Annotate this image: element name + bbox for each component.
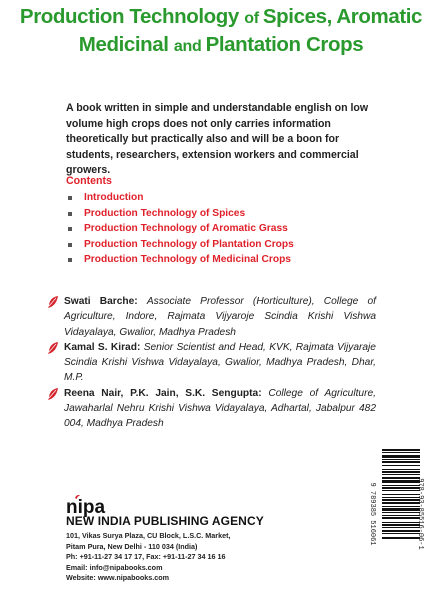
- title-part: Production Technology: [19, 5, 245, 28]
- contents-item-label: Production Technology of Aromatic Grass: [84, 223, 288, 234]
- contents-heading: Contents: [66, 175, 112, 187]
- contents-item-label: Production Technology of Medicinal Crops: [84, 254, 291, 265]
- bullet-icon: [68, 243, 72, 247]
- author-affiliation: College of Agriculture, Jawaharlal Nehru Krishi Vishwa Vidayalaya, Adhartal, Jabalpur 482 004, Madhya Pradesh: [64, 387, 376, 430]
- contents-item-label: Production Technology of Spices: [84, 207, 246, 219]
- author-entry: [46, 386, 376, 432]
- author-name: Reena Nair, P.K. Jain, S.K. Sengupta:: [64, 387, 262, 399]
- contents-item: [66, 190, 294, 206]
- title-part: Spices, Aromatic: [262, 5, 423, 28]
- address-line: Email: info@nipabooks.com: [66, 562, 163, 572]
- contents-item: [66, 206, 294, 222]
- bullet-icon: [68, 258, 72, 262]
- title-part: of: [244, 10, 263, 27]
- publisher-name: NEW INDIA PUBLISHING AGENCY: [66, 514, 264, 528]
- author-affiliation: Senior Scientist and Head, KVK, Rajmata Vijyaraje Scindia Krishi Vishwa Vidayalaya, Gwalior, Madhya Pradesh, Dhar, M.P.: [64, 341, 376, 384]
- bullet-icon: [68, 227, 72, 231]
- author-entry: [46, 340, 376, 386]
- book-blurb: A book written in simple and understandable english on low volume high crops does not only carries information theoretically but practically also and will be a boon for students, researchers, extension workers and commercial growers.: [66, 102, 369, 177]
- author-entry: [46, 294, 376, 340]
- logo-text: nipa: [66, 497, 106, 518]
- title-part: and: [173, 38, 206, 55]
- address-line: Pitam Pura, New Delhi - 110 034 (India): [66, 541, 198, 551]
- address-line: Website: www.nipabooks.com: [66, 573, 170, 583]
- contents-list: [66, 190, 294, 268]
- feather-icon: [46, 295, 60, 309]
- title-line-1: [0, 4, 442, 32]
- contents-item: [66, 221, 294, 237]
- title-part: Plantation Crops: [205, 33, 364, 56]
- author-name: Swati Barche:: [64, 296, 138, 307]
- bullet-icon: [68, 196, 72, 200]
- contents-item-label: Introduction: [84, 192, 144, 203]
- author-list: [46, 294, 376, 432]
- feather-icon: [46, 387, 60, 401]
- contents-item: [66, 252, 294, 268]
- bullet-icon: [68, 212, 72, 216]
- isbn-number: 978-93-85516-06-1: [416, 478, 424, 550]
- address-line: Ph: +91-11-27 34 17 17, Fax: +91-11-27 34 16 16: [66, 552, 226, 562]
- contents-item: [66, 237, 294, 253]
- contents-item-label: Production Technology of Plantation Crops: [84, 238, 294, 250]
- author-affiliation: Associate Professor (Horticulture), College of Agriculture, Indore, Rajmata Vijyaroje Scindia Krishi Vishwa Vidayalaya, Gwalior, Madhya Pradesh: [64, 296, 376, 338]
- feather-icon: [46, 341, 60, 355]
- title-part: Medicinal: [78, 33, 174, 56]
- publisher-address: [66, 531, 230, 584]
- book-title: [0, 4, 442, 60]
- address-line: 101, Vikas Surya Plaza, CU Block, L.S.C. Market,: [66, 531, 231, 540]
- author-name: Kamal S. Kirad:: [64, 341, 141, 353]
- title-line-2: [0, 32, 442, 60]
- barcode-digits: 9 789385 516061: [368, 482, 376, 546]
